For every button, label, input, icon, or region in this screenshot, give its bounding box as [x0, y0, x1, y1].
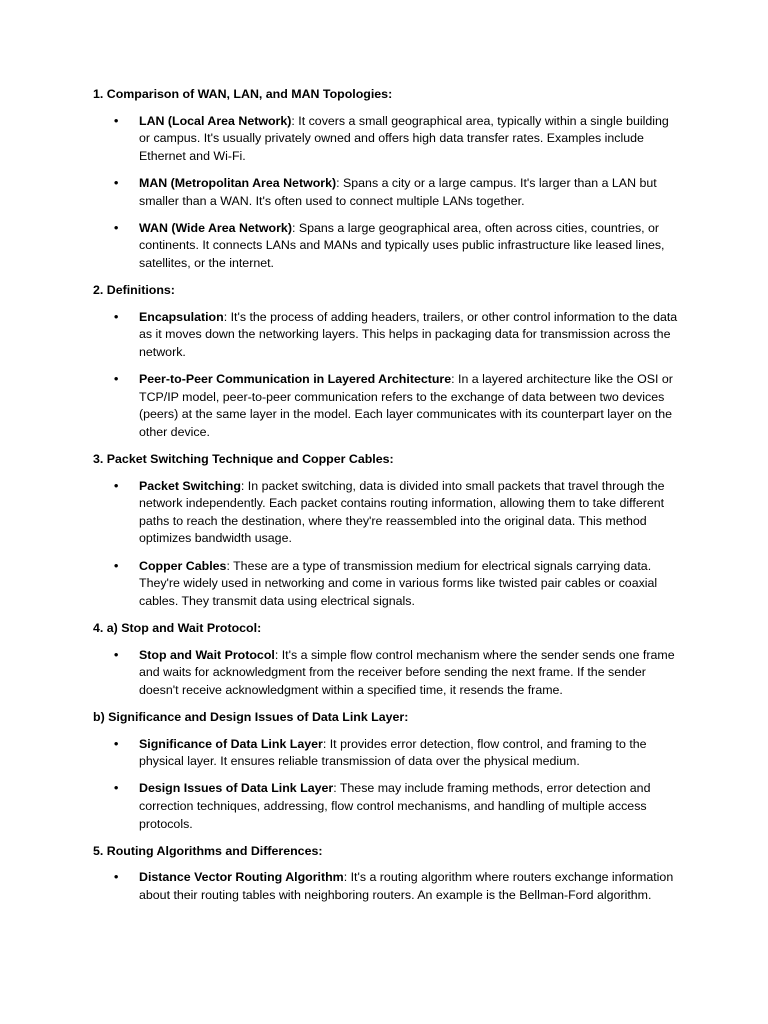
bullet-list — [93, 736, 683, 834]
section-topologies — [93, 86, 683, 273]
item-text: : It provides error detection, flow control, and framing to the physical layer. It ensures reliable transmission of data over the physical medium. — [139, 736, 647, 769]
section-packet-switching — [93, 451, 683, 610]
list-item — [114, 371, 683, 441]
bullet-icon: • — [114, 870, 119, 885]
bullet-icon: • — [114, 372, 119, 387]
item-term: Stop and Wait Protocol — [139, 647, 275, 662]
list-item — [114, 220, 683, 273]
bullet-icon: • — [114, 220, 119, 235]
section-routing-algorithms — [93, 843, 683, 905]
item-text: : It's a simple flow control mechanism where the sender sends one frame and waits for acknowledgment from the receiver before sending the next frame. If the sender doesn't receive acknowledgment within a specified time, it resends the frame. — [139, 647, 675, 697]
bullet-icon: • — [114, 478, 119, 493]
item-term: LAN (Local Area Network) — [139, 113, 292, 128]
bullet-list — [93, 647, 683, 700]
section-stop-and-wait — [93, 620, 683, 699]
item-term: WAN (Wide Area Network) — [139, 220, 292, 235]
item-text: : Spans a city or a large campus. It's larger than a LAN but smaller than a WAN. It's often used to connect multiple LANs together. — [139, 175, 657, 208]
bullet-icon: • — [114, 175, 119, 190]
list-item — [114, 558, 683, 611]
list-item — [114, 309, 683, 362]
list-item — [114, 869, 683, 904]
item-text: : In packet switching, data is divided into small packets that travel through the network independently. Each packet contains routing information, allowing them to take different paths to reach the destination, where they're reassembled into the original data. This method optimizes bandwidth usage. — [139, 478, 665, 546]
item-text: : It covers a small geographical area, typically within a single building or campus. It's usually privately owned and offers high data transfer rates. Examples include Ethernet and Wi-Fi. — [139, 113, 669, 163]
item-term: Design Issues of Data Link Layer — [139, 781, 334, 796]
section-heading: b) Significance and Design Issues of Data Link Layer: — [93, 709, 409, 724]
list-item — [114, 780, 683, 833]
section-heading: 5. Routing Algorithms and Differences: — [93, 843, 323, 858]
item-text: : These may include framing methods, error detection and correction techniques, addressing, flow control mechanisms, and handling of multiple access protocols. — [139, 781, 651, 831]
section-heading: 3. Packet Switching Technique and Copper Cables: — [93, 452, 394, 467]
bullet-icon: • — [114, 781, 119, 796]
section-heading: 2. Definitions: — [93, 283, 175, 298]
bullet-list — [93, 869, 683, 904]
list-item — [114, 736, 683, 771]
item-text: : It's a routing algorithm where routers exchange information about their routing tables with neighboring routers. An example is the Bellman-Ford algorithm. — [139, 870, 674, 902]
bullet-list — [93, 113, 683, 273]
item-term: Copper Cables — [139, 558, 227, 573]
bullet-icon: • — [114, 736, 119, 751]
bullet-list — [93, 478, 683, 611]
section-data-link-layer — [93, 709, 683, 833]
section-heading: 1. Comparison of WAN, LAN, and MAN Topologies: — [93, 87, 393, 101]
list-item — [114, 647, 683, 700]
item-term: MAN (Metropolitan Area Network) — [139, 175, 337, 190]
item-text: : In a layered architecture like the OSI or TCP/IP model, peer-to-peer communication refers to the exchange of data between two devices (peers) at the same layer in the model. Each layer communicates with its counterpart layer on the other device. — [139, 372, 673, 439]
document-page — [93, 86, 683, 914]
bullet-list — [93, 309, 683, 442]
bullet-icon: • — [114, 558, 119, 573]
section-heading: 4. a) Stop and Wait Protocol: — [93, 621, 262, 635]
bullet-icon: • — [114, 309, 119, 324]
item-text: : These are a type of transmission medium for electrical signals carrying data. They're widely used in networking and come in various forms like twisted pair cables or coaxial cables. They transmit data using electrical signals. — [139, 558, 658, 608]
item-term: Encapsulation — [139, 309, 224, 324]
item-text: : Spans a large geographical area, often across cities, countries, or continents. It connects LANs and MANs and typically uses public infrastructure like leased lines, satellites, or the internet. — [139, 220, 665, 270]
item-text: : It's the process of adding headers, trailers, or other control information to the data as it moves down the networking layers. This helps in packaging data for transmission across the network. — [139, 309, 678, 359]
section-definitions — [93, 282, 683, 441]
list-item — [114, 175, 683, 210]
item-term: Packet Switching — [139, 478, 241, 493]
bullet-icon: • — [114, 113, 119, 128]
item-term: Peer-to-Peer Communication in Layered Architecture — [139, 372, 452, 387]
list-item — [114, 113, 683, 166]
item-term: Significance of Data Link Layer — [139, 736, 323, 751]
list-item — [114, 478, 683, 548]
bullet-icon: • — [114, 647, 119, 662]
item-term: Distance Vector Routing Algorithm — [139, 870, 344, 885]
